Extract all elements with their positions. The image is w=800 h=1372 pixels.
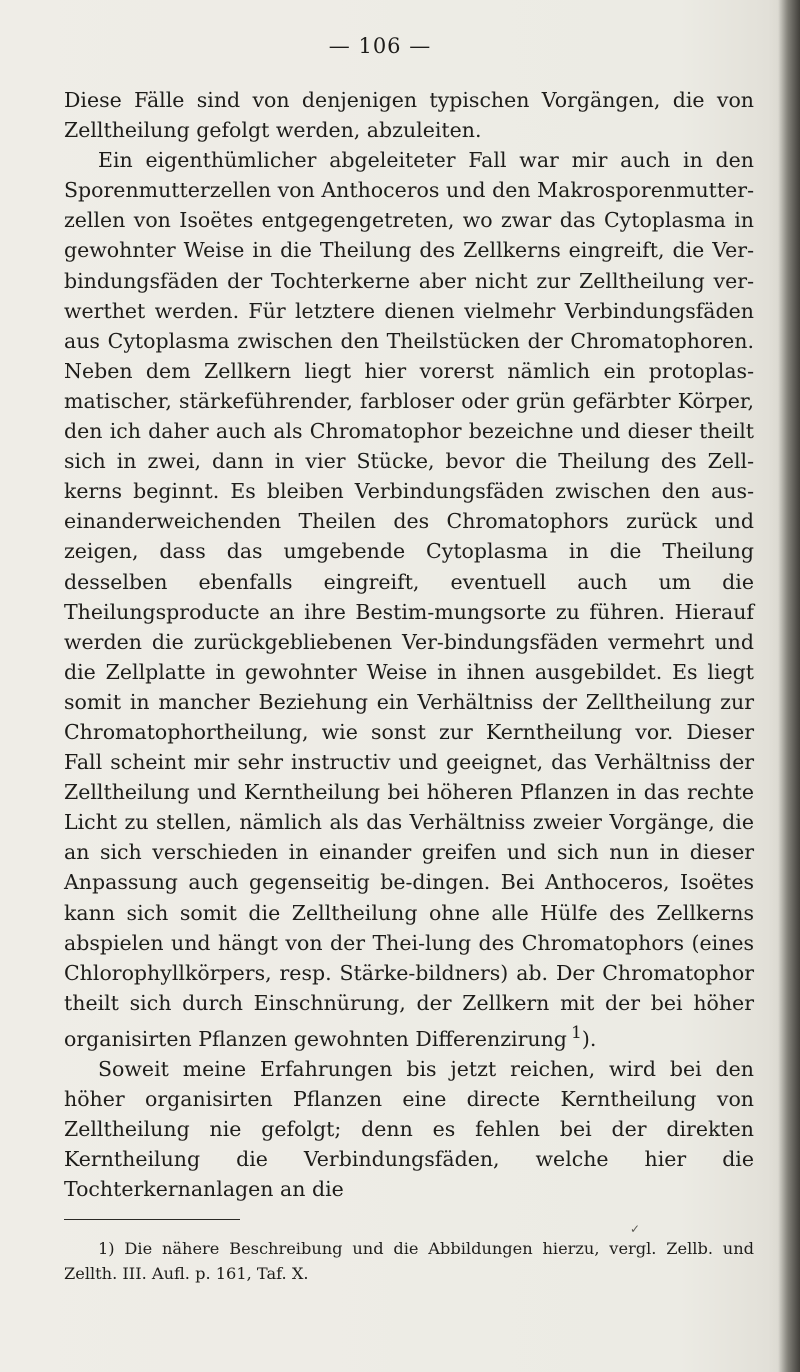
- paragraph-2-end: ).: [581, 1026, 597, 1051]
- paragraph-2: [64, 145, 754, 1054]
- footnote-text: 1) Die nähere Beschreibung und die Abbildungen hierzu, vergl. Zellb. und Zellth. III. Aufl. p. 161, Taf. X.: [64, 1239, 754, 1283]
- footnote-reference[interactable]: 1: [571, 1022, 582, 1043]
- page-number: — 106 —: [328, 34, 432, 58]
- page-edge-shadow: [778, 0, 800, 1372]
- paragraph-3: Soweit meine Erfahrungen bis jetzt reichen, wird bei den höher organisirten Pflanzen eine directe Kerntheilung von Zelltheilung nie gefolgt; denn es fehlen bei der direkten Kerntheilung die Verbindungsfäden, welche hier die Tochterkernanlagen an die: [64, 1056, 754, 1202]
- body-text: [64, 85, 754, 1204]
- footnote-divider: [64, 1219, 240, 1220]
- paragraph-2-text: Ein eigenthümlicher abgeleiteter Fall war mir auch in den Sporenmutterzellen von Anthoceros und den Makrosporenmutter-zellen von Isoëtes entgegengetreten, wo zwar das Cytoplasma in gewohnter Weise in die Theilung des Zellkerns eingreift, die Ver-bindungsfäden der Tochterkerne aber nicht zur Zelltheilung ver-werthet werden. Für letztere dienen vielmehr Verbindungsfäden aus Cytoplasma zwischen den Theilstücken der Chromatophoren. Neben dem Zellkern liegt hier vorerst nämlich ein protoplas-matischer, stärkeführender, farbloser oder grün gefärbter Körper, den ich daher auch als Chromatophor bezeichne und dieser theilt sich in zwei, dann in vier Stücke, bevor die Theilung des Zell-kerns beginnt. Es bleiben Verbindungsfäden zwischen den aus-einanderweichenden Theilen des Chromatophors zurück und zeigen, dass das umgebende Cytoplasma in die Theilung desselben ebenfalls eingreift, eventuell auch um die Theilungsproducte an ihre Bestim-mungsorte zu führen. Hierauf werden die zurückgebliebenen Ver-bindungsfäden vermehrt und die Zellplatte in gewohnter Weise in ihnen ausgebildet. Es liegt somit in mancher Beziehung ein Verhältniss der Zelltheilung zur Chromatophortheilung, wie sonst zur Kerntheilung vor. Dieser Fall scheint mir sehr instructiv und geeignet, das Verhältniss der Zelltheilung und Kerntheilung bei höheren Pflanzen in das rechte Licht zu stellen, nämlich als das Verhältniss zweier Vorgänge, die an sich verschieden in einander greifen und sich nun in dieser Anpassung auch gegenseitig be-dingen. Bei Anthoceros, Isoëtes kann sich somit die Zelltheilung ohne alle Hülfe des Zellkerns abspielen und hängt von der Thei-lung des Chromatophors (eines Chlorophyllkörpers, resp. Stärke-bildners) ab. Der Chromatophor theilt sich durch Einschnürung, der Zellkern mit der bei höher organisirten Pflanzen gewohnten Differenzirung: [64, 148, 754, 1051]
- paragraph-1: Diese Fälle sind von denjenigen typischen Vorgängen, die von Zelltheilung gefolgt werden, abzuleiten.: [64, 88, 754, 143]
- ink-mark-icon: ✓: [630, 1222, 641, 1236]
- footnote: [64, 1236, 754, 1286]
